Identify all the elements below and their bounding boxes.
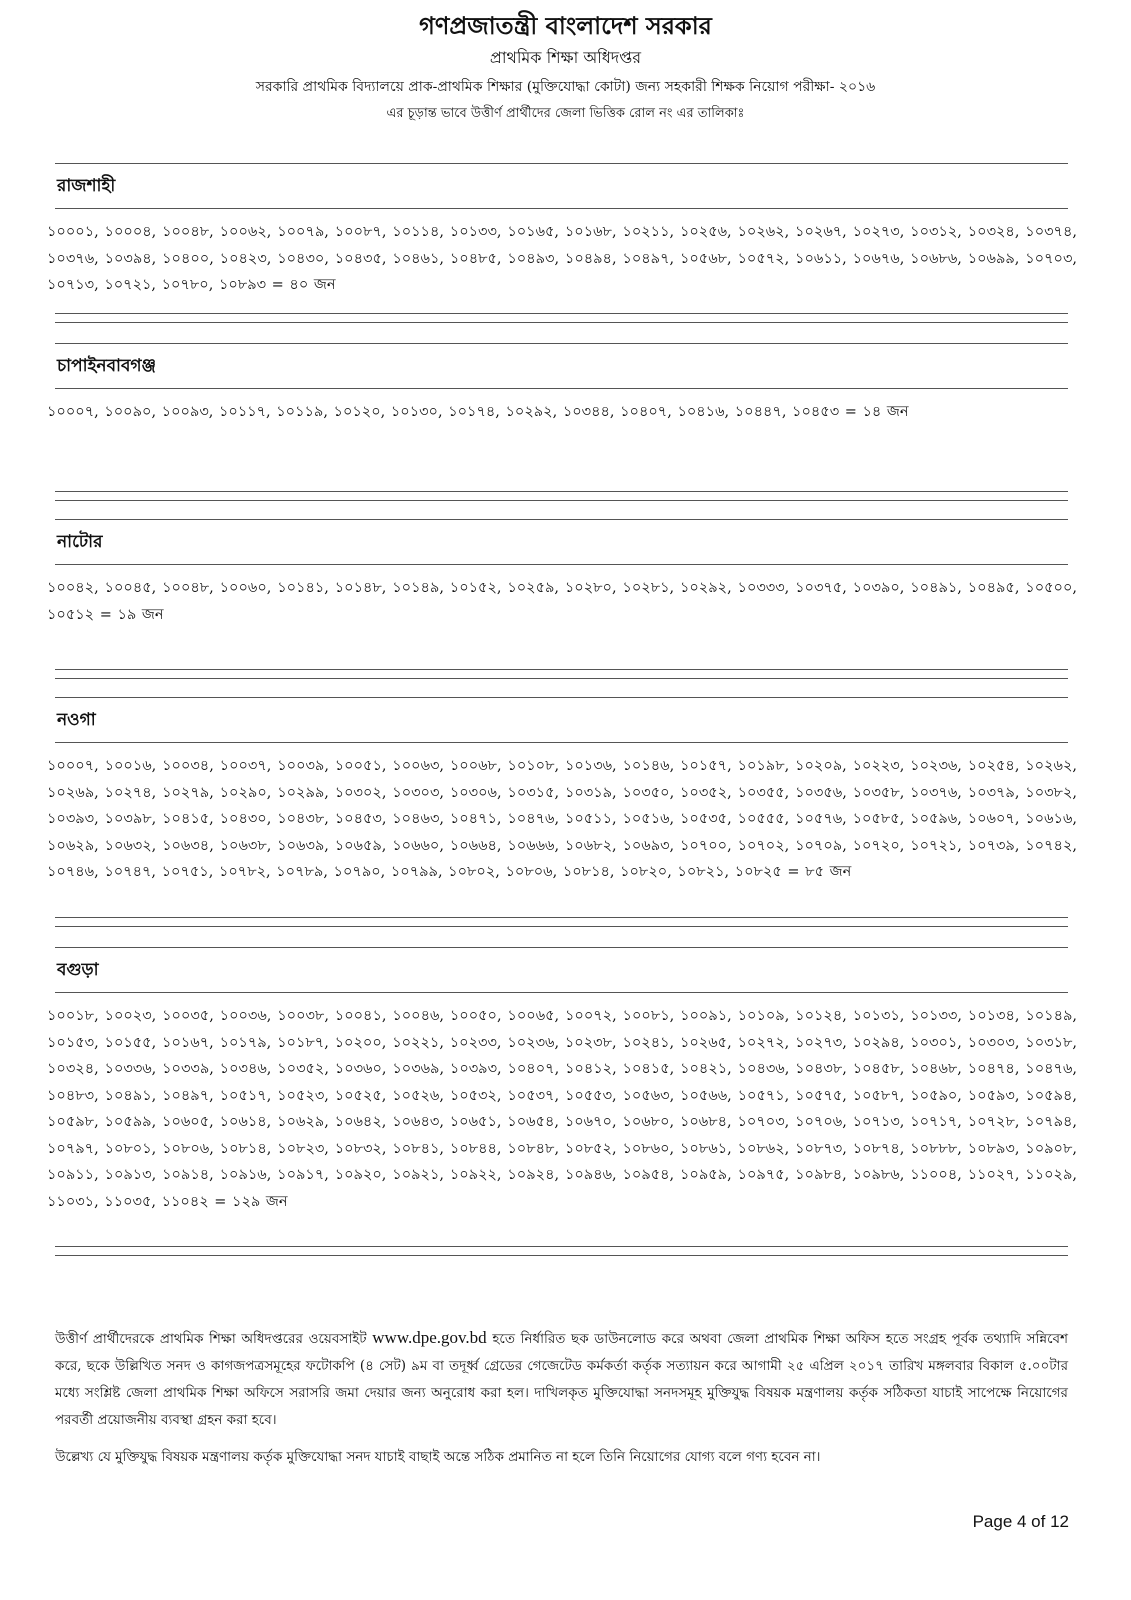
district-name: নাটোর [57,532,103,552]
district-section-naogaon [47,697,1077,886]
roll-list: ১০০০৭, ১০০১৬, ১০০৩৪, ১০০৩৭, ১০০৩৯, ১০০৫১, ১০০৬৩, ১০০৬৮, ১০১০৮, ১০১৩৬, ১০১৪৬, ১০১৫৭, ১০১৯৮, ১০২০৯, ১০২২৩, ১০২৩৬, ১০২৫৪, ১০২৬২, ১০২৬৯, ১০২৭৪, ১০২৭৯, ১০২৯০, ১০২৯৯, ১০৩০২, ১০৩০৩, ১০৩০৬, ১০৩১৫, ১০৩১৯, ১০৩৫০, ১০৩৫২, ১০৩৫৫, ১০৩৫৬, ১০৩৫৮, ১০৩৭৬, ১০৩৭৯, ১০৩৮২, ১০৩৯৩, ১০৩৯৮, ১০৪১৫, ১০৪৩০, ১০৪৩৮, ১০৪৫৩, ১০৪৬৩, ১০৪৭১, ১০৪৭৬, ১০৫১১, ১০৫১৬, ১০৫৩৫, ১০৫৫৫, ১০৫৭৬, ১০৫৮৫, ১০৫৯৬, ১০৬০৭, ১০৬১৬, ১০৬২৯, ১০৬৩২, ১০৬৩৪, ১০৬৩৮, ১০৬৩৯, ১০৬৫৯, ১০৬৬০, ১০৬৬৪, ১০৬৬৬, ১০৬৮২, ১০৬৯৩, ১০৭০০, ১০৭০২, ১০৭০৯, ১০৭২০, ১০৭২১, ১০৭৩৯, ১০৭৪২, ১০৭৪৬, ১০৭৪৭, ১০৭৫১, ১০৭৮২, ১০৭৮৯, ১০৭৯০, ১০৭৯৯, ১০৮০২, ১০৮০৬, ১০৮১৪, ১০৮২০, ১০৮২১, ১০৮২৫ = ৮৫ জন [47,758,1077,880]
section-rule [55,564,1068,565]
district-section-natore [47,519,1077,628]
roll-list: ১০০০৭, ১০০৯০, ১০০৯৩, ১০১১৭, ১০১১৯, ১০১২০, ১০১৩০, ১০১৭৪, ১০২৯২, ১০৩৪৪, ১০৪০৭, ১০৪১৬, ১০৪৪৭, ১০৪৫৩ = ১৪ জন [47,404,909,420]
exam-title: সরকারি প্রাথমিক বিদ্যালয়ে প্রাক-প্রাথমিক শিক্ষার (মুক্তিযোদ্ধা কোটা) জন্য সহকারী শিক্ষক নিয়োগ পরীক্ষা- ২০১৬ [255,79,876,95]
section-rule [55,208,1068,209]
roll-list: ১০০৪২, ১০০৪৫, ১০০৪৮, ১০০৬০, ১০১৪১, ১০১৪৮, ১০১৪৯, ১০১৫২, ১০২৫৯, ১০২৮০, ১০২৮১, ১০২৯২, ১০৩৩৩, ১০৩৭৫, ১০৩৯০, ১০৪৯১, ১০৪৯৫, ১০৫০০, ১০৫১২ = ১৯ জন [47,580,1077,623]
section-end-rule [55,917,1068,927]
section-end-rule [55,313,1068,323]
notice-paragraph [55,1324,1068,1434]
district-name: চাপাইনবাবগঞ্জ [57,356,157,376]
section-end-rule [55,1246,1068,1256]
district-section-bogura [47,947,1077,1215]
list-title: এর চূড়ান্ত ভাবে উত্তীর্ণ প্রার্থীদের জেলা ভিত্তিক রোল নং এর তালিকাঃ [386,106,745,121]
district-name: রাজশাহী [57,176,116,196]
roll-list: ১০০১৮, ১০০২৩, ১০০৩৫, ১০০৩৬, ১০০৩৮, ১০০৪১, ১০০৪৬, ১০০৫০, ১০০৬৫, ১০০৭২, ১০০৮১, ১০০৯১, ১০১০৯, ১০১২৪, ১০১৩১, ১০১৩৩, ১০১৩৪, ১০১৪৯, ১০১৫৩, ১০১৫৫, ১০১৬৭, ১০১৭৯, ১০১৮৭, ১০২০০, ১০২২১, ১০২৩৩, ১০২৩৬, ১০২৩৮, ১০২৪১, ১০২৬৫, ১০২৭২, ১০২৭৩, ১০২৯৪, ১০৩০১, ১০৩০৩, ১০৩১৮, ১০৩২৪, ১০৩৩৬, ১০৩৩৯, ১০৩৪৬, ১০৩৫২, ১০৩৬০, ১০৩৬৯, ১০৩৯৩, ১০৪০৭, ১০৪১২, ১০৪১৫, ১০৪২১, ১০৪৩৬, ১০৪৩৮, ১০৪৫৮, ১০৪৬৮, ১০৪৭৪, ১০৪৭৬, ১০৪৮৩, ১০৪৯১, ১০৪৯৭, ১০৫১৭, ১০৫২৩, ১০৫২৫, ১০৫২৬, ১০৫৩২, ১০৫৩৭, ১০৫৫৩, ১০৫৬৩, ১০৫৬৬, ১০৫৭১, ১০৫৭৫, ১০৫৮৭, ১০৫৯০, ১০৫৯৩, ১০৫৯৪, ১০৫৯৮, ১০৫৯৯, ১০৬০৫, ১০৬১৪, ১০৬২৯, ১০৬৪২, ১০৬৪৩, ১০৬৫১, ১০৬৫৪, ১০৬৭০, ১০৬৮০, ১০৬৮৪, ১০৭০৩, ১০৭০৬, ১০৭১৩, ১০৭১৭, ১০৭২৮, ১০৭৯৪, ১০৭৯৭, ১০৮০১, ১০৮০৬, ১০৮১৪, ১০৮২৩, ১০৮৩২, ১০৮৪১, ১০৮৪৪, ১০৮৪৮, ১০৮৫২, ১০৮৬০, ১০৮৬১, ১০৮৬২, ১০৮৭৩, ১০৮৭৪, ১০৮৮৮, ১০৮৯৩, ১০৯০৮, ১০৯১১, ১০৯১৩, ১০৯১৪, ১০৯১৬, ১০৯১৭, ১০৯২০, ১০৯২১, ১০৯২২, ১০৯২৪, ১০৯৪৬, ১০৯৫৪, ১০৯৫৯, ১০৯৭৫, ১০৯৮৪, ১০৯৮৬, ১১০০৪, ১১০২৭, ১১০২৯, ১১০৩১, ১১০৩৫, ১১০৪২ = ১২৯ জন [47,1008,1077,1210]
district-section-chapainawabganj [47,343,1068,426]
page-number: Page 4 of 12 [972,1512,1069,1531]
section-end-rule [55,491,1068,501]
website-link[interactable]: www.dpe.gov.bd [372,1328,487,1347]
notice-text-rest: হতে নির্ধারিত ছক ডাউনলোড করে অথবা জেলা প্রাথমিক শিক্ষা অফিস হতে সংগ্রহ পূর্বক তথ্যাদি সন্নিবেশ করে, ছকে উল্লিখিত সনদ ও কাগজপত্রসমূহের ফটোকপি (৪ সেট) ৯ম বা তদূর্ধ্ব গ্রেডের গেজেটেড কর্মকর্তা কর্তৃক সত্যায়ন করে আগামী ২৫ এপ্রিল ২০১৭ তারিখ মঙ্গলবার বিকাল ৫.০০টার মধ্যে সংশ্লিষ্ট জেলা প্রাথমিক শিক্ষা অফিসে সরাসরি জমা দেয়ার জন্য অনুরোধ করা হল। দাখিলকৃত মুক্তিযোদ্ধা সনদসমূহ মুক্তিযুদ্ধ বিষয়ক মন্ত্রণালয় কর্তৃক সঠিকতা যাচাই সাপেক্ষে নিয়োগের পরবর্তী প্রয়োজনীয় ব্যবস্থা গ্রহন করা হবে। [55,1331,1069,1428]
government-title: গণপ্রজাতন্ত্রী বাংলাদেশ সরকার [419,11,712,40]
notice-text-start: উত্তীর্ণ প্রার্থীদেরকে প্রাথমিক শিক্ষা অধিদপ্তরের ওয়েবসাইট [55,1331,367,1347]
section-end-rule [55,669,1068,679]
section-rule [55,388,1068,389]
district-name: বগুড়া [57,960,99,980]
section-rule [55,742,1068,743]
roll-list: ১০০০১, ১০০০৪, ১০০৪৮, ১০০৬২, ১০০৭৯, ১০০৮৭, ১০১১৪, ১০১৩৩, ১০১৬৫, ১০১৬৮, ১০২১১, ১০২৫৬, ১০২৬২, ১০২৬৭, ১০২৭৩, ১০৩১২, ১০৩২৪, ১০৩৭৪, ১০৩৭৬, ১০৩৯৪, ১০৪০০, ১০৪২৩, ১০৪৩০, ১০৪৩৫, ১০৪৬১, ১০৪৮৫, ১০৪৯৩, ১০৪৯৪, ১০৪৯৭, ১০৫৬৮, ১০৫৭২, ১০৬১১, ১০৬৭৬, ১০৬৮৬, ১০৬৯৯, ১০৭০৩, ১০৭১৩, ১০৭২১, ১০৭৮০, ১০৮৯৩ = ৪০ জন [47,224,1077,293]
district-section-rajshahi [47,163,1077,299]
section-rule [55,992,1068,993]
district-name: নওগা [57,710,96,730]
department-title: প্রাথমিক শিক্ষা অধিদপ্তর [489,48,642,67]
notice-footnote: উল্লেখ্য যে মুক্তিযুদ্ধ বিষয়ক মন্ত্রণালয় কর্তৃক মুক্তিযোদ্ধা সনদ যাচাই বাছাই অন্তে সঠিক প্রমানিত না হলে তিনি নিয়োগের যোগ্য বলে গণ্য হবেন না। [55,1449,821,1465]
